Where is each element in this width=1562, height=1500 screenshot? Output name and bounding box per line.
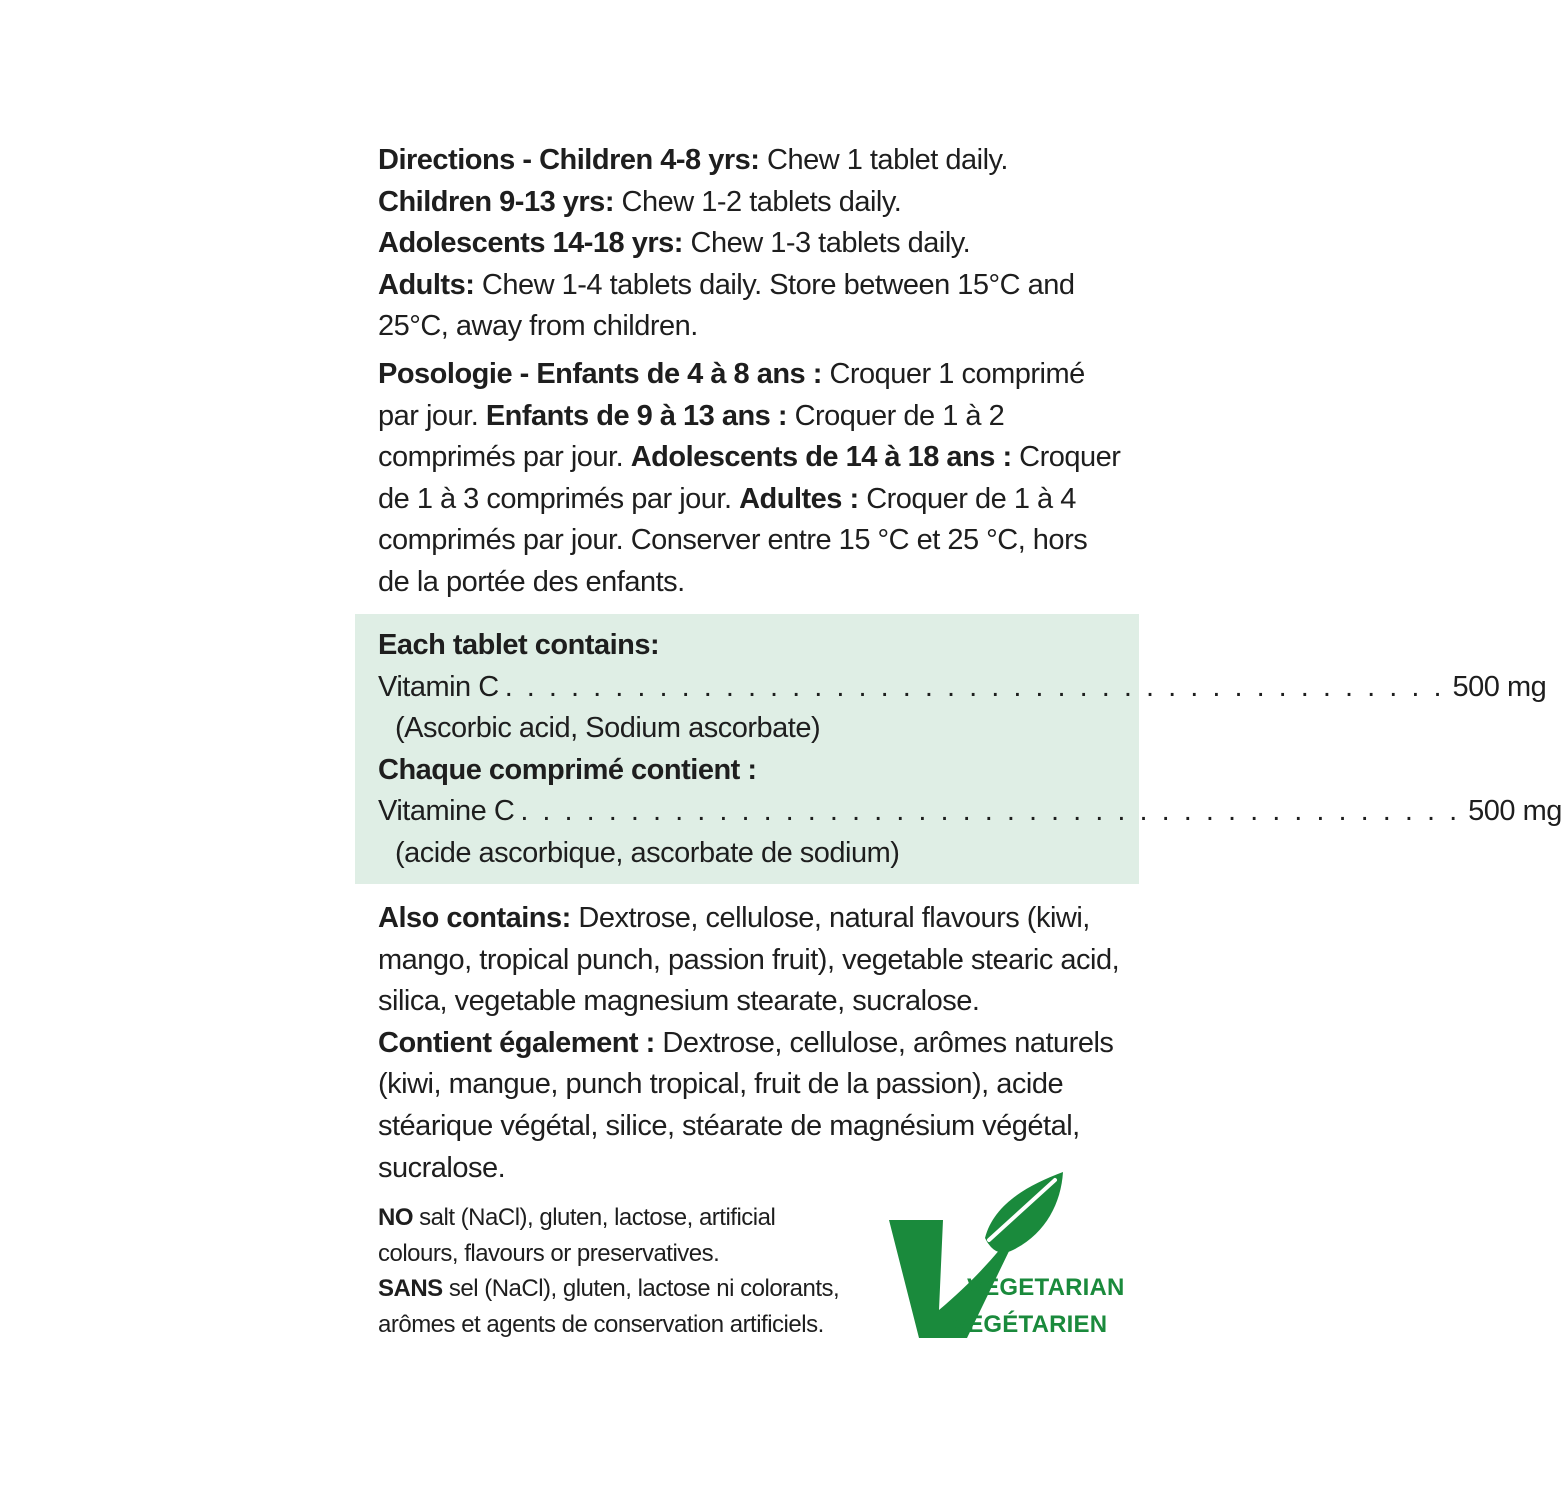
adultes-label: Adultes : — [739, 482, 859, 515]
directions-title: Directions - Children 4-8 yrs: — [378, 144, 760, 176]
enfants-9-13-label: Enfants de 9 à 13 ans : — [485, 399, 788, 432]
vitamin-c-row — [378, 667, 1547, 709]
adolescents-fr-label: Adolescents de 14 à 18 ans : — [630, 441, 1012, 474]
enfants-9-13-text: Croquer de 1 à 2 comprimés par jour. — [378, 399, 1005, 474]
free-from-english — [378, 1200, 858, 1271]
children-4-8-text: Chew 1 tablet daily. — [759, 144, 1008, 176]
dot-leader-fr: . . . . . . . . . . . . . . . . . . . . . . . . . . . . . . . . . . . . . . . . . . . — [520, 795, 1461, 828]
enfants-4-8-text: Croquer 1 comprimé par jour. — [378, 357, 1085, 432]
ingredient-source: (Ascorbic acid, Sodium ascorbate) — [395, 712, 821, 745]
ingredient-source-fr: (acide ascorbique, ascorbate de sodium) — [395, 836, 900, 869]
vegetarian-text: VEGETARIAN — [967, 1274, 1125, 1301]
also-contains-label: Also contains: — [378, 902, 571, 934]
adults-label: Adults: — [378, 268, 475, 301]
ingredient-amount: 500 mg — [1452, 670, 1547, 703]
directions-section — [378, 140, 1123, 604]
posologie-title: Posologie - Enfants de 4 à 8 ans : — [378, 357, 822, 390]
sans-label: SANS — [378, 1275, 443, 1302]
free-from-french — [378, 1271, 858, 1342]
medicinal-ingredients-box — [355, 614, 1562, 884]
contient-egalement-label: Contient également : — [378, 1026, 655, 1059]
adolescents-text: Chew 1-3 tablets daily. — [682, 227, 971, 260]
also-contains-french — [378, 1023, 1123, 1189]
ingredient-amount-fr: 500 mg — [1468, 795, 1562, 828]
directions-english — [378, 140, 1123, 348]
dot-leader: . . . . . . . . . . . . . . . . . . . . . . . . . . . . . . . . . . . . . . . . . . . — [504, 670, 1445, 703]
adolescents-fr-text: Croquer de 1 à 3 comprimés par jour. — [378, 441, 1121, 515]
ingredients-list — [378, 625, 1562, 875]
adolescents-label: Adolescents 14-18 yrs: — [378, 227, 683, 260]
vegetarien-text: VÉGÉTARIEN — [951, 1311, 1108, 1338]
also-contains-english — [378, 898, 1123, 1023]
non-medicinal-ingredients — [378, 898, 1123, 1189]
ingredient-name-fr: Vitamine C — [378, 795, 515, 828]
sans-text: sel (NaCl), gluten, lactose ni colorants, arômes et agents de conservation artificiels. — [378, 1275, 840, 1338]
ingredient-name: Vitamin C — [378, 670, 499, 703]
adultes-text: Croquer de 1 à 4 comprimés par jour. Conserver entre 15 °C et 25 °C, hors de la portée des enfants. — [378, 482, 1088, 598]
vitamine-c-row — [378, 791, 1562, 833]
no-label: NO — [378, 1204, 413, 1231]
children-9-13-label: Children 9-13 yrs: — [378, 185, 614, 218]
chaque-comprime-heading: Chaque comprimé contient : — [378, 753, 757, 786]
also-contains-text: Dextrose, cellulose, natural flavours (kiwi, mango, tropical punch, passion fruit), vegetable stearic acid, silica, vegetable magnesium stearate, sucralose. — [378, 902, 1120, 1018]
contient-egalement-text: Dextrose, cellulose, arômes naturels (kiwi, mangue, punch tropical, fruit de la passion), acide stéarique végétal, silice, stéarate de magnésium végétal, sucralose. — [378, 1026, 1114, 1184]
children-9-13-text: Chew 1-2 tablets daily. — [613, 185, 902, 218]
directions-french — [378, 354, 1123, 604]
adults-text: Chew 1-4 tablets daily. Store between 15°C and 25°C, away from children. — [378, 268, 1075, 343]
no-text: salt (NaCl), gluten, lactose, artificial colours, flavours or preservatives. — [378, 1204, 776, 1267]
each-tablet-heading: Each tablet contains: — [378, 629, 660, 661]
free-from-statement — [378, 1200, 858, 1342]
